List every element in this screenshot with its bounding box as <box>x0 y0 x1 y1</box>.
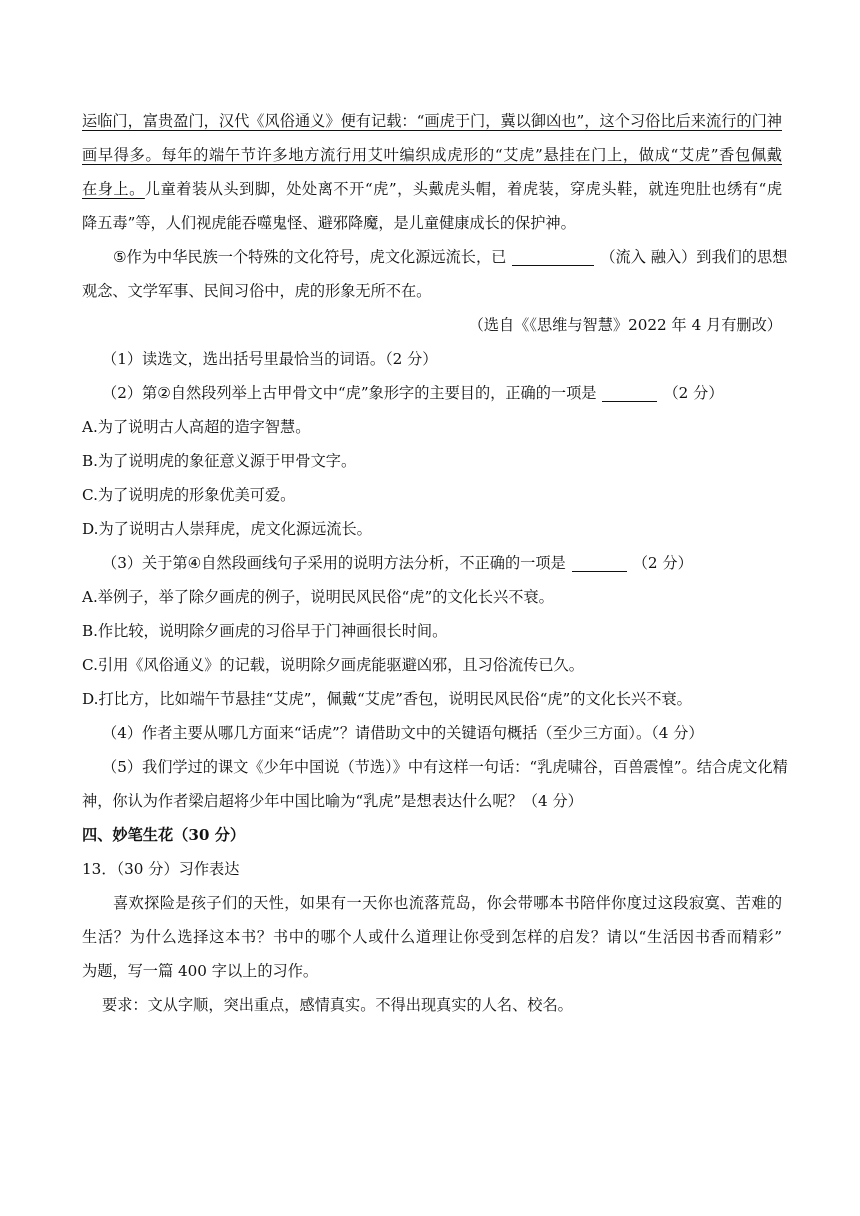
paragraph-number: ④ <box>187 554 202 572</box>
option-a: A.为了说明古人高超的造字智慧。 <box>82 418 311 436</box>
question-text: （3）关于第 <box>102 554 188 572</box>
paragraph-5 <box>82 240 788 274</box>
passage-line: 画早得多。每年的端午节许多地方流行用艾叶编织成虎形的“艾虎”悬挂在门上，做成“艾虎”香包佩戴 <box>82 146 782 164</box>
option-b: B.作比较，说明除夕画虎的习俗早于门神画很长时间。 <box>82 622 448 640</box>
fill-blank[interactable] <box>512 245 594 266</box>
option-d: D.为了说明古人崇拜虎，虎文化源远流长。 <box>82 520 372 538</box>
question-text: 自然段列举上古甲骨文中“虎”象形字的主要目的，正确的一项是 <box>170 384 597 402</box>
question-5: （5）我们学过的课文《少年中国说（节选）》中有这样一句话：“乳虎啸谷，百兽震惶”。结合虎文化精 <box>102 758 788 776</box>
passage-line: 观念、文学军事、民间习俗中，虎的形象无所不在。 <box>82 282 432 300</box>
source-citation: （选自《《思维与智慧》2022 年 4 月有删改） <box>468 316 782 334</box>
paragraph-text: （流入 融入）到我们的思想 <box>600 248 788 266</box>
question-1: （1）读选文，选出括号里最恰当的词语。（2 分） <box>102 350 438 368</box>
question-4: （4）作者主要从哪几方面来“话虎”？请借助文中的关键语句概括（至少三方面）。（4 分） <box>102 724 704 742</box>
passage-text: 儿童着装从头到脚，处处离不开“虎”，头戴虎头帽，着虎装，穿虎头鞋，就连兜肚也绣有“虎 <box>144 180 783 198</box>
answer-blank[interactable] <box>602 381 657 402</box>
paragraph-number: ⑤ <box>113 248 127 266</box>
question-text: 自然段画线句子采用的说明方法分析，不正确的一项是 <box>201 554 566 572</box>
answer-blank[interactable] <box>572 551 627 572</box>
passage-line <box>82 172 782 206</box>
question-5-cont: 神，你认为作者梁启超将少年中国比喻为“乳虎”是想表达什么呢？（4 分） <box>82 792 583 810</box>
question-13: 13．（30 分）习作表达 <box>82 860 240 878</box>
writing-requirement: 要求：文从字顺，突出重点，感情真实。不得出现真实的人名、校名。 <box>102 996 573 1014</box>
underlined-text: 在身上。 <box>82 180 145 198</box>
paragraph-text: 作为中华民族一个特殊的文化符号，虎文化源远流长，已 <box>126 248 507 266</box>
document-content <box>82 104 788 1022</box>
passage-line: 降五毒”等，人们视虎能吞噬鬼怪、避邪降魔，是儿童健康成长的保护神。 <box>82 214 576 232</box>
writing-prompt: 喜欢探险是孩子们的天性，如果有一天你也流落荒岛，你会带哪本书陪伴你度过这段寂寞、苦难的 <box>113 894 782 912</box>
option-c: C.引用《风俗通义》的记载，说明除夕画虎能驱避凶邪，且习俗流传已久。 <box>82 656 584 674</box>
writing-prompt: 生活？为什么选择这本书？书中的哪个人或什么道理让你受到怎样的启发？请以“生活因书香而精彩” <box>82 928 782 946</box>
paragraph-number: ② <box>157 384 171 402</box>
question-text: （2）第 <box>102 384 158 402</box>
passage-line: 运临门，富贵盈门，汉代《风俗通义》便有记载：“画虎于门，冀以御凶也”，这个习俗比后来流行的门神 <box>82 112 782 130</box>
writing-prompt: 为题，写一篇 400 字以上的习作。 <box>82 962 319 980</box>
question-score: （2 分） <box>663 384 724 402</box>
question-3 <box>82 546 782 580</box>
question-2 <box>82 376 782 410</box>
question-score: （2 分） <box>632 554 693 572</box>
section-heading: 四、妙笔生花（30 分） <box>82 826 246 844</box>
option-c: C.为了说明虎的形象优美可爱。 <box>82 486 296 504</box>
option-a: A.举例子，举了除夕画虎的例子，说明民风民俗“虎”的文化长兴不衰。 <box>82 588 554 606</box>
option-d: D.打比方，比如端午节悬挂“艾虎”，佩戴“艾虎”香包，说明民风民俗“虎”的文化长兴不衰。 <box>82 690 692 708</box>
option-b: B.为了说明虎的象征意义源于甲骨文字。 <box>82 452 357 470</box>
